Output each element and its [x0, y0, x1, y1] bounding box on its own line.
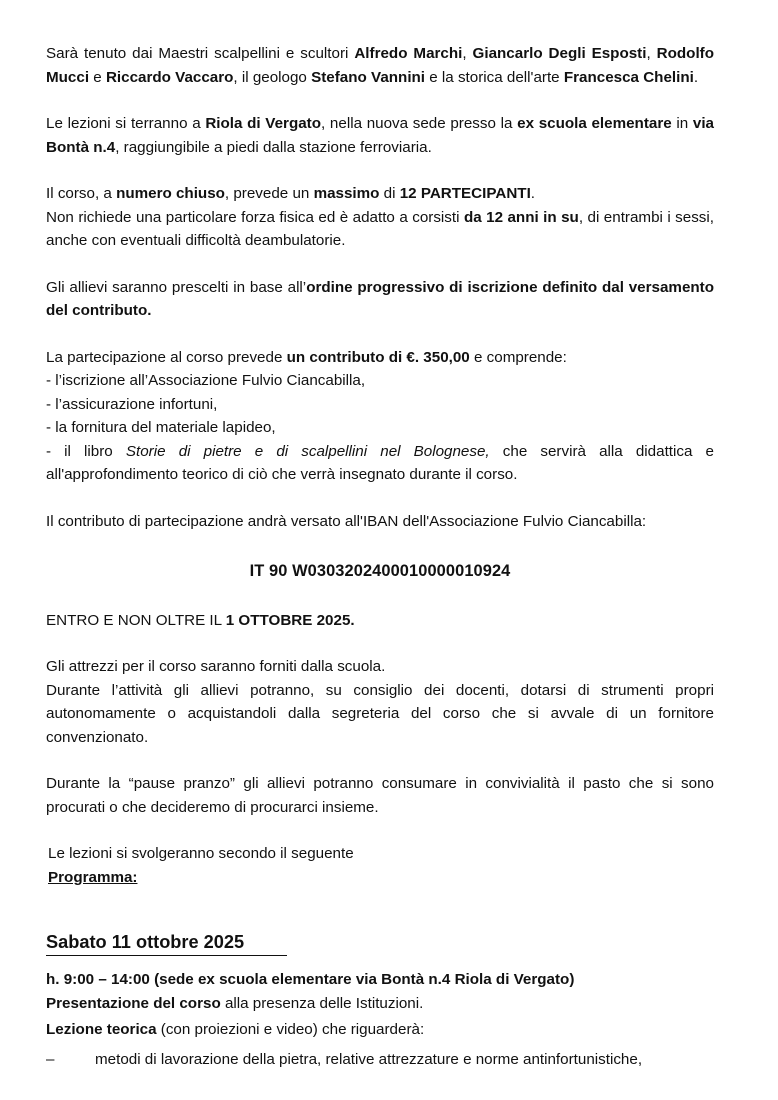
text-run: Le lezioni si terranno a — [46, 115, 206, 132]
text-run: - il libro — [46, 442, 126, 460]
iban-code: IT 90 W0303202400010000010924 — [249, 562, 511, 580]
closed-enrollment: numero chiuso — [116, 185, 225, 202]
max-participants: 12 PARTECIPANTI — [399, 185, 531, 202]
text-run: . — [693, 68, 699, 86]
program-heading: Programma: — [48, 868, 138, 886]
text-run: , — [646, 45, 657, 62]
text-run: in — [671, 115, 693, 132]
deadline-date: 1 OTTOBRE 2025. — [225, 611, 355, 629]
location-venue: ex scuola elementare — [517, 115, 672, 132]
text-run: Sarà tenuto dai Maestri scalpellini e scultori — [46, 45, 355, 62]
art-historian-name: Francesca Chelini — [563, 68, 694, 86]
topic-text: metodi di lavorazione della pietra, relative attrezzature e norme antinfortunistiche, — [95, 1050, 643, 1068]
payment-paragraph: Il contributo di partecipazione andrà versato all'IBAN dell'Associazione Fulvio Ciancabilla: — [46, 512, 647, 530]
teachers-paragraph — [46, 42, 714, 89]
day-heading-wrap — [46, 909, 714, 956]
selection-paragraph — [46, 276, 714, 323]
fee-item: - l’assicurazione infortuni, — [46, 395, 218, 413]
selection-criterion: ordine progressivo di iscrizione definito dal versamento del contributo. — [46, 278, 714, 319]
requirements-paragraph — [46, 206, 714, 253]
lesson-line — [46, 1018, 714, 1042]
dash-bullet: – — [46, 1050, 55, 1068]
maximum-label: massimo — [313, 185, 380, 202]
program-label — [46, 866, 714, 890]
text-run: , di entrambi i sessi, anche con eventuali difficoltà deambulatorie. — [46, 208, 714, 249]
program-intro: Le lezioni si svolgeranno secondo il seguente — [48, 845, 354, 862]
text-run: . — [530, 185, 536, 202]
fee-item: - l’iscrizione all’Associazione Fulvio Ciancabilla, — [46, 372, 366, 389]
text-run: e comprende: — [469, 348, 567, 366]
tools-paragraph: Durante l’attività gli allievi potranno, su consiglio dei docenti, dotarsi di strumenti propri autonomamente o acquistandoli dalla segreteria del corso che si avvale di un fornitore convenzionato. — [46, 681, 714, 746]
text-run: , prevede un — [224, 185, 314, 202]
deadline-line — [46, 609, 714, 633]
participants-line — [46, 182, 714, 206]
teacher-name: Riccardo Vaccaro — [105, 68, 234, 86]
presentation-line — [46, 992, 714, 1016]
text-run: La partecipazione al corso prevede — [46, 348, 287, 366]
text-run: e — [89, 68, 106, 86]
location-address: via Bontà n.4 — [46, 115, 715, 156]
day-title: Sabato 11 ottobre 2025 — [46, 932, 245, 952]
text-run: di — [379, 185, 400, 202]
lunch-paragraph: Durante la “pause pranzo” gli allievi potranno consumare in convivialità il pasto che si sono procurati o che decideremo di procurarci insieme. — [46, 775, 714, 816]
location-paragraph — [46, 112, 714, 159]
text-run: ENTRO E NON OLTRE IL — [46, 611, 226, 629]
text-run: (con proiezioni e video) che riguarderà: — [156, 1021, 425, 1038]
text-run: , raggiungibile a piedi dalla stazione ferroviaria. — [115, 138, 432, 156]
day-heading — [46, 929, 287, 956]
fee-item: - la fornitura del materiale lapideo, — [46, 419, 276, 436]
presentation-label: Presentazione del corso — [46, 994, 221, 1012]
teacher-name: Giancarlo Degli Esposti — [472, 45, 647, 62]
session-time: h. 9:00 – 14:00 (sede ex scuola elementare via Bontà n.4 Riola di Vergato) — [46, 971, 575, 988]
teacher-name: Alfredo Marchi — [354, 45, 463, 62]
geologist-name: Stefano Vannini — [311, 68, 426, 86]
text-run: e la storica dell'arte — [425, 68, 564, 86]
fee-item-book — [46, 440, 714, 487]
text-run: , — [462, 45, 473, 62]
text-run: , il geologo — [233, 68, 312, 86]
tools-line: Gli attrezzi per il corso saranno forniti dalla scuola. — [46, 658, 386, 675]
teacher-name: Rodolfo Mucci — [46, 45, 714, 86]
fee-amount: un contributo di €. 350,00 — [286, 348, 470, 366]
text-run: Non richiede una particolare forza fisica ed è adatto a corsisti — [46, 208, 464, 226]
text-run: alla presenza delle Istituzioni. — [220, 994, 424, 1012]
text-run: Gli allievi saranno prescelti in base all’ — [46, 278, 307, 296]
topic-item — [46, 1048, 714, 1072]
text-run: , nella nuova sede presso la — [321, 115, 518, 132]
text-run: Il corso, a — [46, 185, 117, 202]
minimum-age: da 12 anni in su — [463, 208, 579, 226]
book-title: Storie di pietre e di scalpellini nel Bolognese, — [125, 442, 490, 460]
fee-line — [46, 346, 714, 370]
lesson-label: Lezione teorica — [46, 1021, 157, 1038]
location-town: Riola di Vergato — [205, 115, 322, 132]
text-run: che servirà alla didattica e all'approfondimento teorico di ciò che verrà insegnato durante il corso. — [46, 442, 715, 483]
